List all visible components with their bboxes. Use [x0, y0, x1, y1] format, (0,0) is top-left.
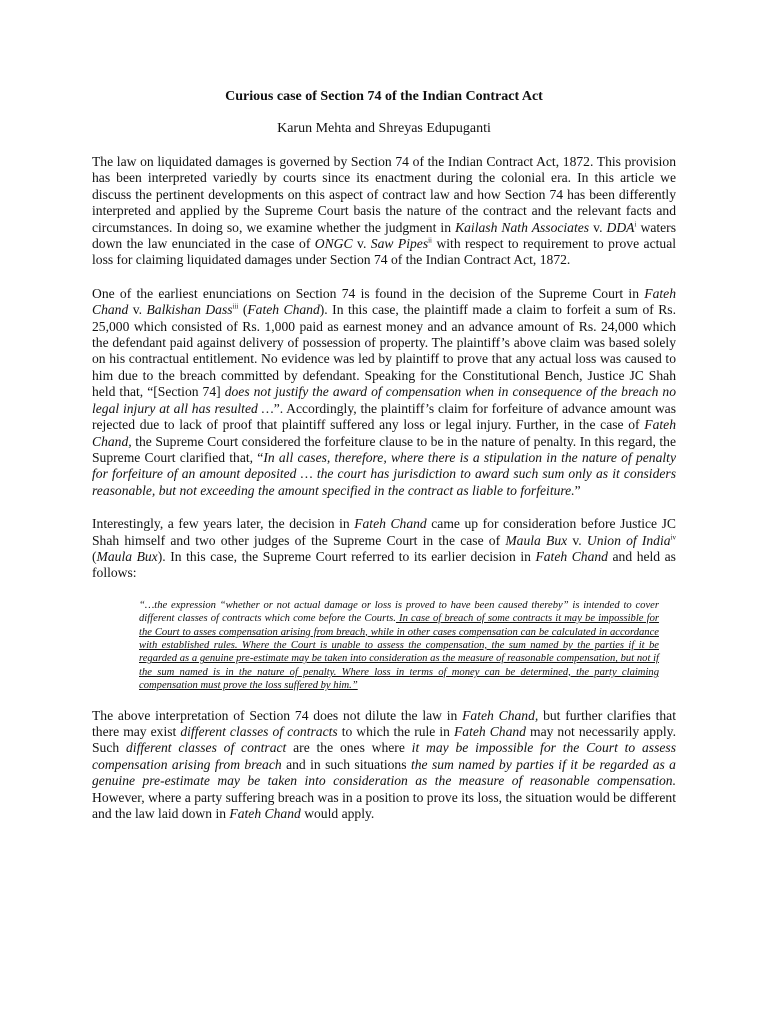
text-run: with respect to requirement to prove actual loss for claiming liquidated damages under Section 74 of the Indian Contract Act, 1872. — [92, 236, 677, 268]
text-run: came up for consideration before Justice JC Shah himself and two other judges of the Supreme Court in the case of — [92, 516, 676, 548]
case-name: Fateh Chand — [535, 548, 608, 564]
quote-underlined-text: In case of breach of some contracts it may be impossible for the Court to asses compensation arising from breach, while in other cases compensation can be calculated in accordance with established rules. Where the Court is unable to assess the compensation, the sum named by the parties if it be regarded as a genuine pre-estimate may be taken into consideration as the measure of reasonable compensation, but not if the sum named is in the nature of penalty. Where loss in terms of money can be determined, the party claiming compensation must prove the loss suffered by him.” — [139, 613, 659, 692]
case-name: Maula Bux — [96, 548, 158, 564]
block-quote — [139, 599, 659, 693]
case-name: Maula Bux — [505, 532, 568, 548]
case-name: Fateh Chand — [247, 302, 320, 318]
case-name: ONGC — [314, 236, 353, 252]
text-run: may not necessarily apply. Such — [92, 724, 676, 756]
text-run: but further clarifies that there may exist — [92, 707, 676, 739]
text-run: and in such situations — [281, 756, 411, 772]
text-run: v. — [352, 236, 371, 252]
case-name: Fateh Chand, — [462, 707, 539, 723]
text-run: are the ones where — [286, 740, 412, 756]
case-name: Kailash Nath Associates — [455, 219, 590, 235]
document-authors: Karun Mehta and Shreyas Edupuganti — [277, 121, 491, 136]
quoted-text: In all cases, therefore, where there is a stipulation in the nature of penalty for forfeiture of an amount deposited … the court has jurisdiction to award such sum only as it considers reasonable, but not exceeding the amount specified in the contract as liable to forfeiture. — [92, 449, 676, 498]
case-name: Saw Pipes — [370, 236, 429, 252]
text-run: ( — [238, 302, 248, 318]
text-run: ). In this case, the plaintiff made a claim to forfeit a sum of Rs. 25,000 which consisted of Rs. 1,000 paid as earnest money and an advance amount of Rs. 24,000 which the defendant paid against delivery of possession of property. The plaintiff’s above claim was based solely on his contractual entitlement. No evidence was led by plaintiff to prove that any actual loss was caused to him due to the breach committed by defendant. Speaking for the Constitutional Bench, Justice JC Shah held that, “[Section 74] — [92, 302, 676, 400]
text-run: The above interpretation of Section 74 does not dilute the law in — [92, 707, 463, 723]
case-name: Balkishan Dass — [146, 302, 233, 318]
text-run: ( — [92, 548, 97, 564]
paragraph-analysis — [92, 708, 676, 823]
text-run: v. — [128, 302, 147, 318]
footnote-ref: iv — [670, 533, 676, 541]
case-name: Fateh Chand — [453, 724, 526, 739]
paragraph-fateh-chand — [92, 286, 676, 499]
footnote-ref: ii — [428, 236, 432, 245]
case-name: Fateh Chand — [354, 516, 427, 532]
text-run: v. — [589, 219, 607, 235]
quote-text: “…the expression “whether or not actual damage or loss is proved to have been caused thereby” is intended to cover different classes of contracts which come before the Courts. — [139, 599, 659, 625]
text-run: the Supreme Court considered the forfeiture clause to be in the nature of penalty. In this regard, the Supreme Court clarified that, “ — [92, 433, 676, 465]
quoted-text: does not justify the award of compensation when in consequence of the breach no legal injury at all has resulted … — [92, 384, 676, 416]
text-run: However, where a party suffering breach was in a position to prove its loss, the situation would be different and the law laid down in — [92, 789, 676, 822]
footnote-ref: i — [634, 220, 637, 229]
case-name: Fateh Chand — [229, 806, 301, 822]
case-name: Union of India — [586, 532, 671, 548]
paragraph-intro — [92, 154, 676, 269]
emphasis: different classes of contracts — [180, 724, 338, 739]
text-run: would apply. — [300, 806, 375, 822]
text-run: The law on liquidated damages is governed by Section 74 of the Indian Contract Act, 1872. This provision has been interpreted variedly by courts since its enactment during the colonial era. In this article we discuss the pertinent developments on this aspect of contract law and how Section 74 has been differently interpreted and applied by the Supreme Court basis the nature of the contract and the relevant facts and circumstances. In doing so, we examine whether the judgment in — [92, 154, 676, 235]
text-run: Interestingly, a few years later, the decision in — [92, 516, 355, 532]
text-run: waters down the law enunciated in the case of — [92, 219, 676, 252]
text-run: ” — [574, 482, 581, 498]
document-title: Curious case of Section 74 of the Indian Contract Act — [225, 89, 543, 104]
text-run: ”. Accordingly, the plaintiff’s claim for forfeiture of advance amount was rejected due to lack of proof that plaintiff suffered any loss or legal injury. Further, in the case of — [92, 400, 676, 433]
text-run: and held as follows: — [92, 548, 676, 581]
emphasis: different classes of contract — [126, 740, 287, 756]
case-name: DDA — [606, 219, 635, 235]
footnote-ref: iii — [232, 302, 239, 311]
text-run: One of the earliest enunciations on Section 74 is found in the decision of the Supreme Court in — [92, 285, 645, 301]
emphasis: the sum named by parties if it be regarded as a genuine pre-estimate may be taken into consideration as the measure of reasonable compensation. — [92, 756, 676, 789]
case-name: Fateh Chand, — [92, 417, 676, 449]
text-run: to which the rule in — [337, 724, 454, 739]
case-name: Fateh Chand — [92, 285, 676, 318]
text-run: v. — [567, 532, 587, 548]
paragraph-maula-bux — [92, 516, 676, 582]
emphasis: it may be impossible for the Court to assess compensation arising from breach — [92, 740, 677, 772]
text-run: ). In this case, the Supreme Court referred to its earlier decision in — [157, 548, 536, 564]
